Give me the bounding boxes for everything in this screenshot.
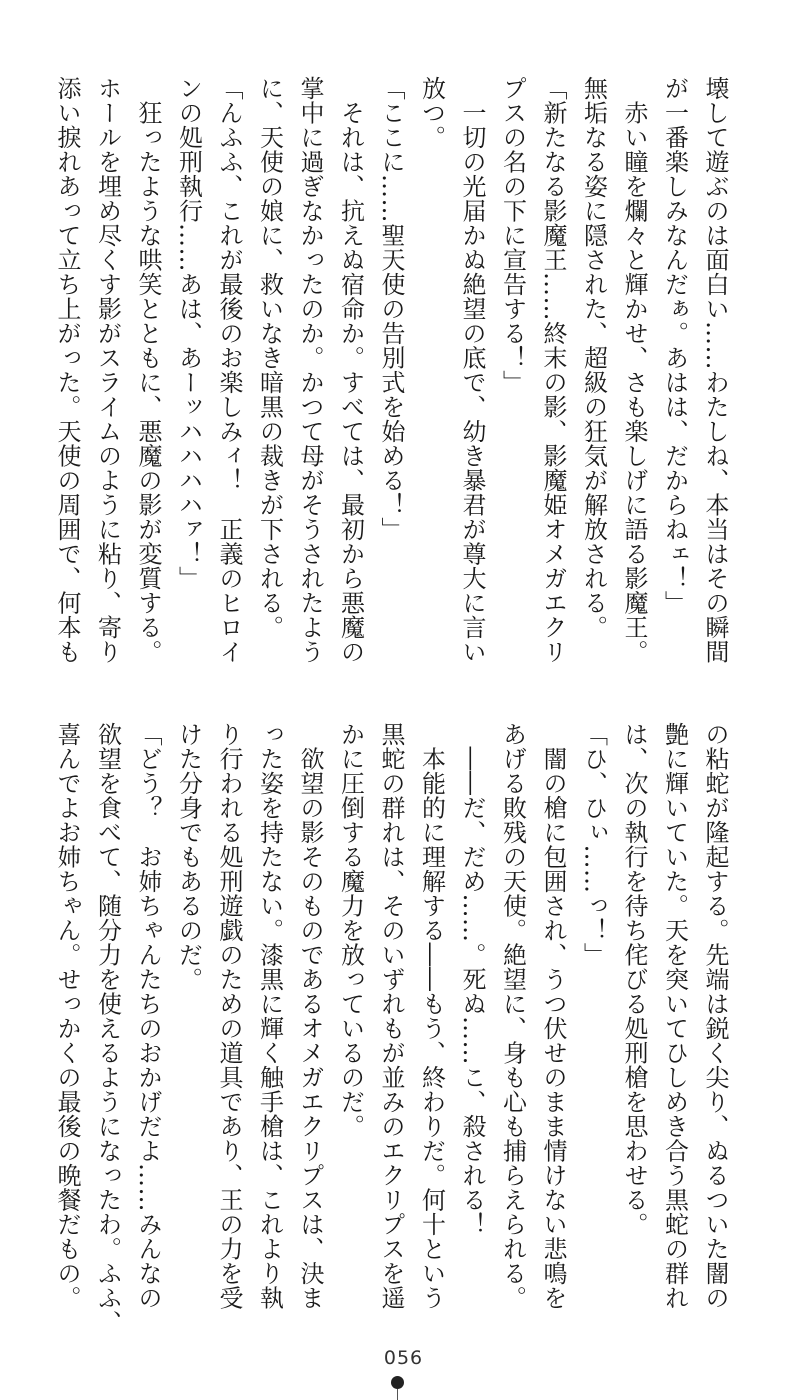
text-line: 「ひ、ひぃ……っ！」 — [579, 722, 608, 967]
text-line: の粘蛇が隆起する。先端は鋭く尖り、ぬるついた闇の — [701, 722, 729, 1310]
text-line: ンの処刑執行……あは、あーッハハハハァ！」 — [174, 76, 203, 591]
text-block-lower — [53, 722, 735, 1335]
text-line: ――だ、だめ……。死ぬ……こ、殺される！ — [458, 722, 486, 1237]
text-line: 喜んでよお姉ちゃん。せっかくの最後の晩餐だもの。 — [53, 722, 81, 1310]
text-line: 闇の槍に包囲され、うつ伏せのまま情けない悲鳴を — [539, 722, 567, 1310]
text-line: 「新たなる影魔王……終末の影、影魔姫オメガエクリ — [539, 76, 567, 664]
text-line: 掌中に過ぎなかったのか。かつて母がそうされたよう — [296, 76, 324, 664]
text-line: 本能的に理解する――もう、終わりだ。何十という — [417, 722, 446, 1310]
text-line: に、天使の娘に、救いなき暗黒の裁きが下される。 — [255, 76, 284, 640]
text-line: ホールを埋め尽くす影がスライムのように粘り、寄り — [93, 76, 122, 664]
text-line: 「んふふ、これが最後のお楽しみィ！ 正義のヒロイ — [215, 76, 243, 664]
text-line: 黒蛇の群れは、そのいずれもが並みのエクリプスを遥 — [377, 722, 405, 1310]
text-line: 狂ったような哄笑とともに、悪魔の影が変質する。 — [134, 76, 162, 664]
text-line: プスの名の下に宣告する！」 — [498, 76, 527, 395]
text-line: 艶に輝いていた。天を突いてひしめき合う黒蛇の群れ — [660, 722, 689, 1310]
page-marker-dot-icon — [391, 1376, 404, 1389]
text-line: それは、抗えぬ宿命か。すべては、最初から悪魔の — [336, 76, 365, 664]
page-marker-stem — [397, 1389, 398, 1400]
text-line: 無垢なる姿に隠された、超級の狂気が解放される。 — [579, 76, 608, 640]
text-line: 欲望を食べて、随分力を使えるようになったわ。ふふ、 — [93, 722, 122, 1335]
text-line: 欲望の影そのものであるオメガエクリプスは、決ま — [296, 722, 324, 1310]
text-line: 「ここに……聖天使の告別式を始める！」 — [377, 76, 405, 542]
text-line: 一切の光届かぬ絶望の底で、幼き暴君が尊大に言い — [458, 76, 486, 664]
text-line: 壊して遊ぶのは面白い……わたしね、本当はその瞬間 — [701, 76, 729, 664]
text-line: 放つ。 — [417, 76, 446, 150]
text-line: あげる敗残の天使。絶望に、身も心も捕らえられる。 — [498, 722, 527, 1310]
text-line: 「どう？ お姉ちゃんたちのおかげだよ……みんなの — [134, 722, 162, 1310]
text-line: 赤い瞳を爛々と輝かせ、さも楽しげに語る影魔王。 — [620, 76, 648, 664]
text-line: った姿を持たない。漆黒に輝く触手槍は、これより執 — [255, 722, 284, 1310]
text-line: けた分身でもあるのだ。 — [174, 722, 203, 992]
text-line: かに圧倒する魔力を放っているのだ。 — [336, 722, 365, 1139]
text-line: が一番楽しみなんだぁ。あはは、だからねェ！」 — [660, 76, 689, 615]
page-number: 056 — [383, 1347, 424, 1369]
text-line: り行われる処刑遊戯のための道具であり、王の力を受 — [215, 722, 243, 1310]
text-block-upper — [53, 76, 735, 676]
text-line: 添い捩れあって立ち上がった。天使の周囲で、何本も — [53, 76, 81, 664]
text-line: は、次の執行を待ち侘びる処刑槍を思わせる。 — [620, 722, 648, 1237]
